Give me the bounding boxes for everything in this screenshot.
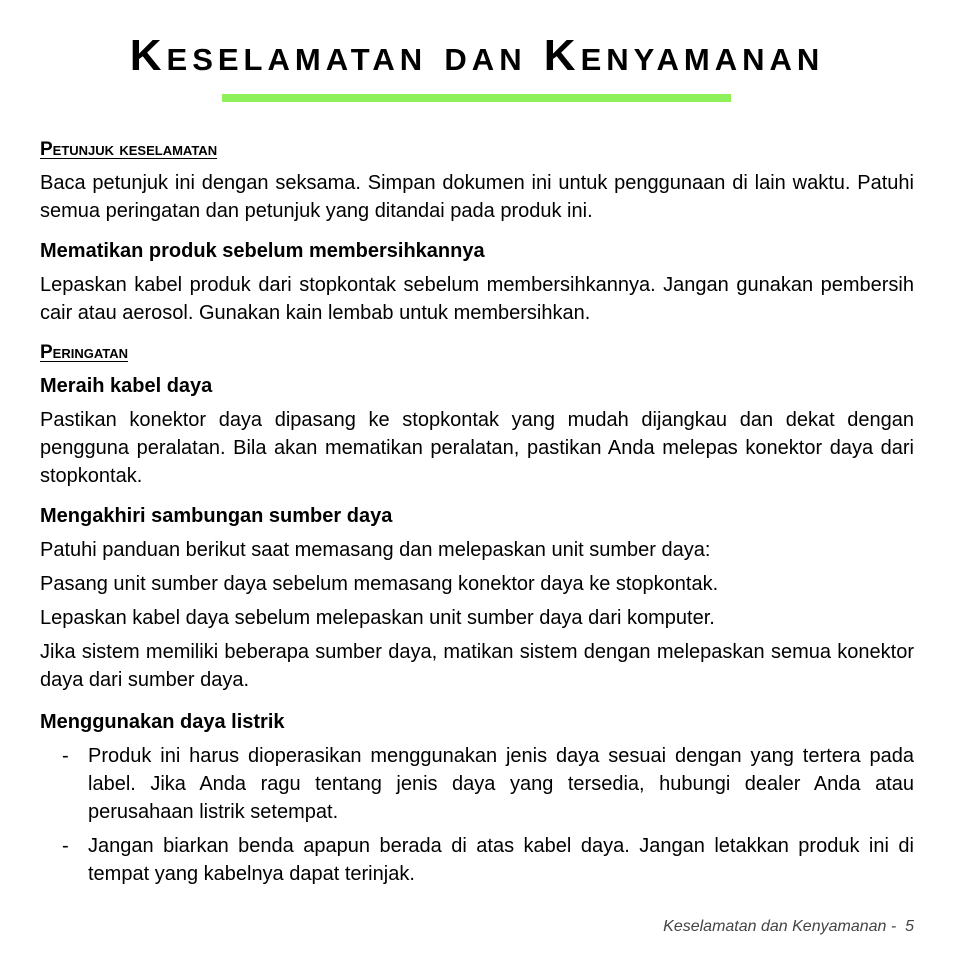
list-item	[40, 742, 914, 826]
footer-separator: -	[890, 918, 897, 935]
subheading-power-cord-access: Meraih kabel daya	[40, 375, 213, 397]
section-heading-safety-instructions: Petunjuk keselamatan	[40, 139, 218, 160]
footer-page-number: 5	[905, 918, 914, 935]
subheading-disconnect-power-source: Mengakhiri sambungan sumber daya	[40, 505, 393, 527]
bullet-dash: -	[62, 835, 69, 857]
footer-section-name: Keselamatan dan Kenyamanan	[663, 918, 887, 935]
document-body	[40, 136, 914, 894]
section-heading-warnings: Peringatan	[40, 342, 129, 363]
power-cord-access-paragraph: Pastikan konektor daya dipasang ke stopkontak yang mudah dijangkau dan dekat dengan pengguna peralatan. Bila akan mematikan peralatan, pastikan Anda melepas konektor daya dari stopkontak.	[40, 409, 914, 487]
bullet-text: Produk ini harus dioperasikan menggunakan jenis daya sesuai dengan yang tertera pada label. Jika Anda ragu tentang jenis daya yang tersedia, hubungi dealer Anda atau perusahaan listrik setempat.	[88, 745, 914, 823]
electrical-power-bullet-list	[40, 742, 914, 888]
cleaning-paragraph: Lepaskan kabel produk dari stopkontak sebelum membersihkannya. Jangan gunakan pembersih cair atau aerosol. Gunakan kain lembab untuk membersihkan.	[40, 274, 914, 324]
page-title: Keselamatan dan Kenyamanan	[129, 31, 825, 80]
list-item	[40, 832, 914, 888]
title-underline-bar	[222, 94, 731, 102]
disconnect-paragraph-4: Jika sistem memiliki beberapa sumber daya, matikan sistem dengan melepaskan semua konektor daya dari sumber daya.	[40, 641, 914, 691]
subheading-turn-off-before-cleaning: Mematikan produk sebelum membersihkannya	[40, 240, 485, 262]
bullet-dash: -	[62, 745, 69, 767]
bullet-text: Jangan biarkan benda apapun berada di atas kabel daya. Jangan letakkan produk ini di tempat yang kabelnya dapat terinjak.	[88, 835, 914, 885]
safety-intro-paragraph: Baca petunjuk ini dengan seksama. Simpan dokumen ini untuk penggunaan di lain waktu. Patuhi semua peringatan dan petunjuk yang ditandai pada produk ini.	[40, 172, 914, 222]
disconnect-paragraph-1: Patuhi panduan berikut saat memasang dan melepaskan unit sumber daya:	[40, 539, 711, 561]
disconnect-paragraph-2: Pasang unit sumber daya sebelum memasang konektor daya ke stopkontak.	[40, 573, 719, 595]
page-footer	[663, 916, 914, 938]
subheading-using-electrical-power: Menggunakan daya listrik	[40, 711, 285, 733]
disconnect-paragraph-3: Lepaskan kabel daya sebelum melepaskan unit sumber daya dari komputer.	[40, 607, 715, 629]
